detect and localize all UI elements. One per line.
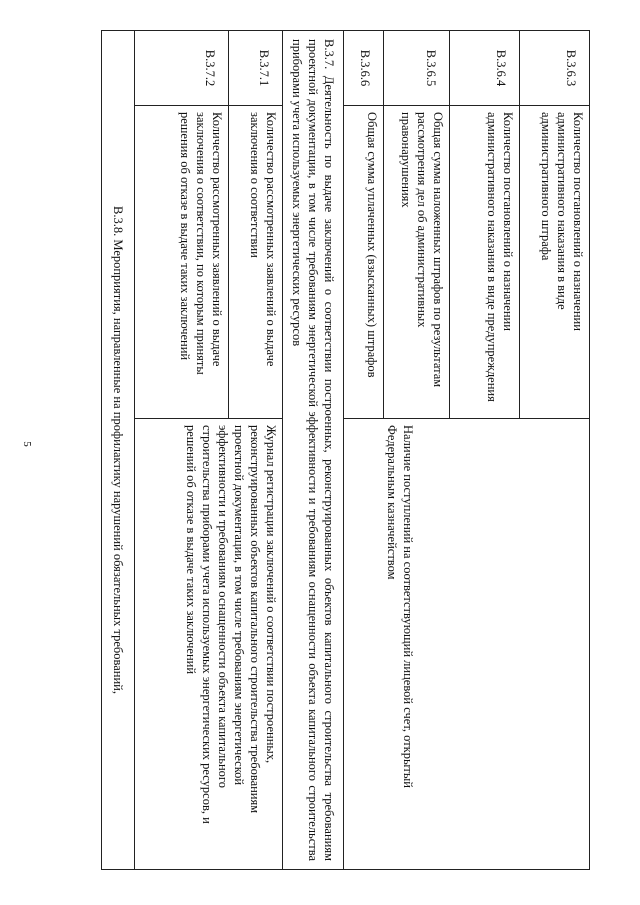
row-indicator: Количество постановлений о назначении административного наказания в виде предупреждения — [450, 106, 520, 419]
row-code: В.3.7.1 — [229, 31, 283, 106]
section-heading-38: В.3.8. Мероприятия, направленные на профилактику нарушений обязательных требований, — [102, 31, 135, 870]
row-indicator: Количество рассмотренных заявлений о выдаче заключения о соответствии, по которым приняты решения об отказе в выдаче таких заключений — [135, 106, 229, 419]
row-indicator: Общая сумма наложенных штрафов по результатам рассмотрения дел об административных правонарушениях — [384, 106, 450, 419]
table-row — [229, 31, 283, 870]
rotated-table-wrapper — [70, 30, 590, 870]
source-cell-36 — [344, 419, 590, 870]
row-code: В.3.6.4 — [450, 31, 520, 106]
row-code: В.3.6.3 — [520, 31, 590, 106]
section-heading-37: В.3.7. Деятельность по выдаче заключений о соответствии построенных, реконструированных объектов капитального строительства требованиям проектной документации, в том числе требованиям энергетической эффективности и требованиям оснащенности объекта капитального строительства приборами учета используемых энергетических ресурсов — [283, 31, 344, 870]
row-code: В.3.7.2 — [135, 31, 229, 106]
row-code: В.3.6.6 — [344, 31, 384, 106]
section-row — [102, 31, 135, 870]
page-number: 5 — [20, 441, 33, 447]
section-row — [283, 31, 344, 870]
source-text: Наличие поступлений на соответствующий лицевой счет, открытый Федеральным казначейством — [385, 425, 415, 788]
row-code: В.3.6.5 — [384, 31, 450, 106]
source-cell-37 — [135, 419, 283, 870]
indicators-table — [101, 30, 590, 870]
row-indicator: Количество постановлений о назначении административного наказания в виде административного штрафа — [520, 106, 590, 419]
row-indicator: Количество рассмотренных заявлений о выдаче заключения о соответствии — [229, 106, 283, 419]
table-row — [520, 31, 590, 870]
row-indicator: Общая сумма уплаченных (взысканных) штрафов — [344, 106, 384, 419]
source-text: Журнал регистрации заключений о соответствии построенных, реконструированных объектов капитального строительства требованиям проектной документации, в том числе требованиям энергетической эффективности и требованиям оснащенности объекта капитального строительства приборами учета используемых энергетических ресурсов, и решений об отказе в выдаче таких заключений — [184, 425, 278, 824]
